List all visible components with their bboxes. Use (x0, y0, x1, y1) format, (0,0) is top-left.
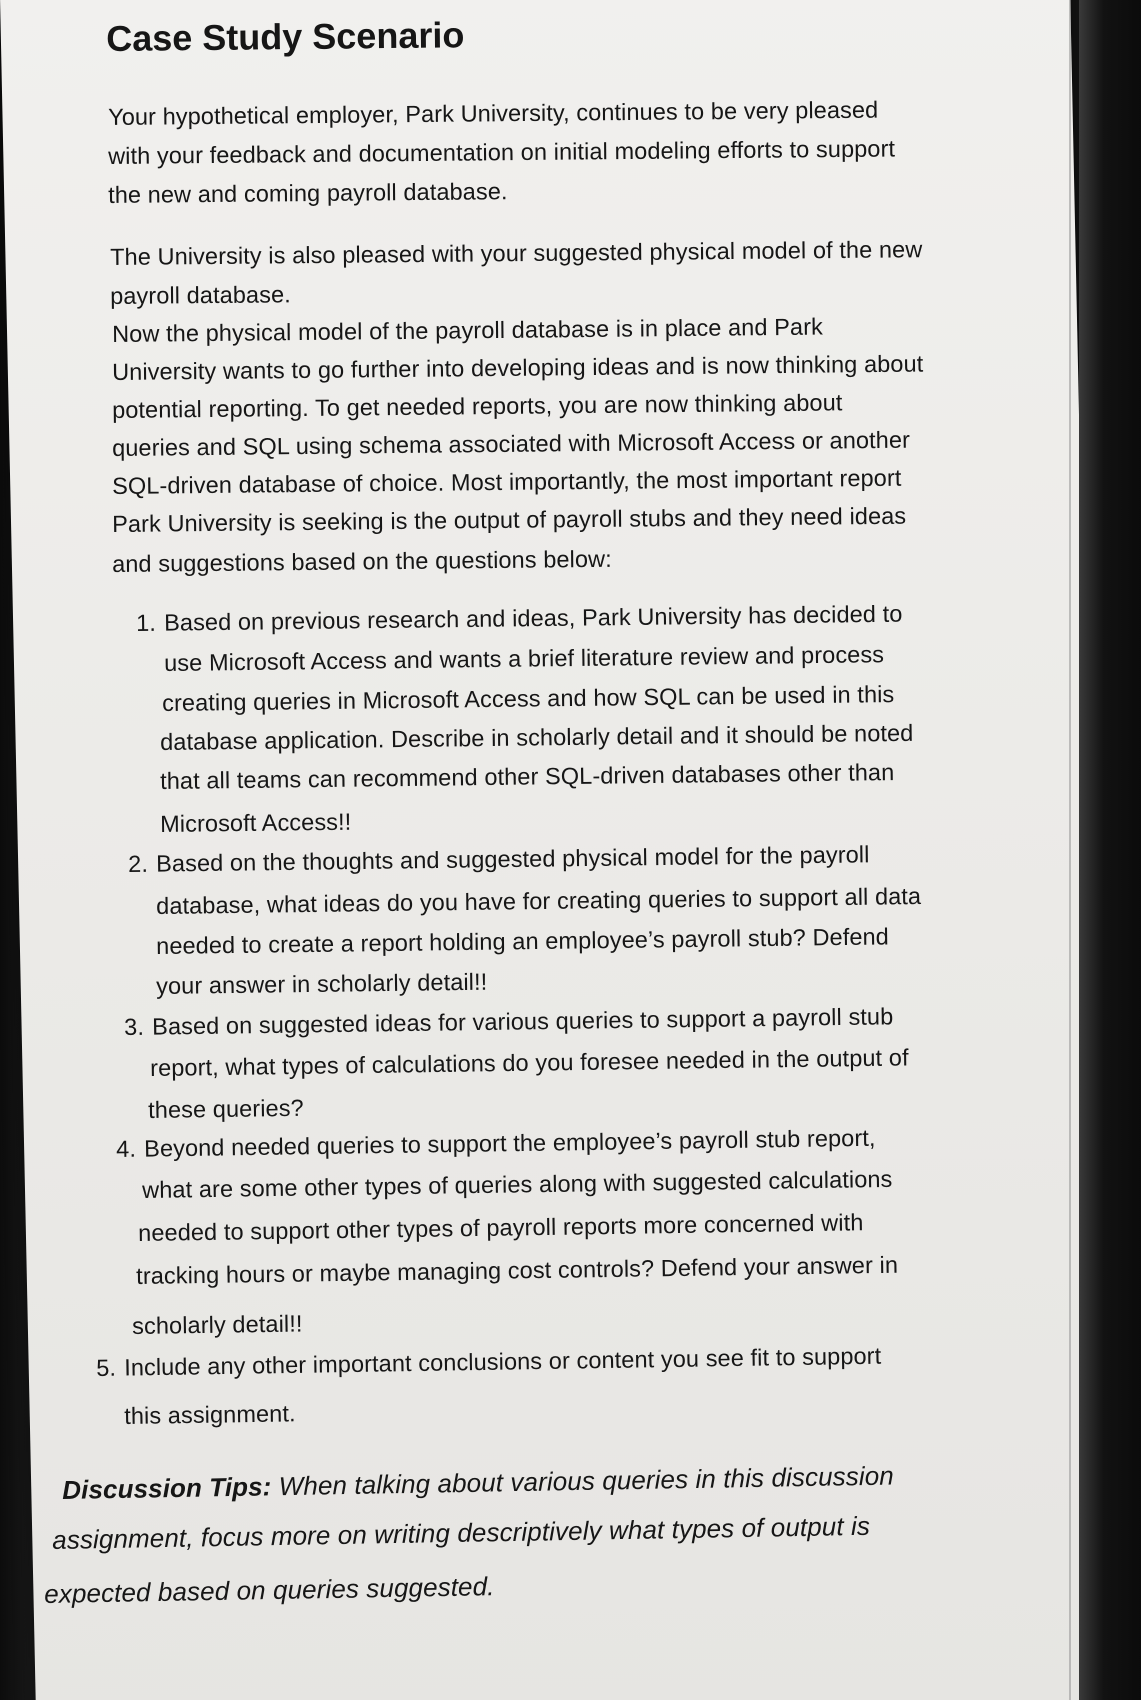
question-line: creating queries in Microsoft Access and how SQL can be used in this (162, 681, 895, 716)
paragraph-line: potential reporting. To get needed reports, you are now thinking about (112, 389, 843, 423)
question-number: 4. (116, 1135, 137, 1162)
question-line: what are some other types of queries along with suggested calculations (142, 1165, 893, 1203)
paragraph-line: University wants to go further into developing ideas and is now thinking about (112, 350, 924, 385)
paragraph-line: the new and coming payroll database. (108, 178, 508, 208)
question-line: database, what ideas do you have for creating queries to support all data (156, 882, 922, 919)
paragraph-line: SQL-driven database of choice. Most importantly, the most important report (112, 464, 902, 499)
question-number: 1. (136, 609, 157, 636)
tips-line: assignment, focus more on writing descriptively what types of output is (52, 1510, 871, 1555)
question-line: report, what types of calculations do you foresee needed in the output of (150, 1044, 909, 1081)
question-line: this assignment. (124, 1400, 296, 1429)
paragraph-line: queries and SQL using schema associated with Microsoft Access or another (112, 426, 911, 461)
question-line: that all teams can recommend other SQL-driven databases other than (160, 759, 895, 794)
tips-line: expected based on queries suggested. (44, 1571, 495, 1609)
paragraph-line: Park University is seeking is the output of payroll stubs and they need ideas (112, 502, 907, 537)
question-2 (128, 841, 870, 878)
question-line: needed to create a report holding an employee’s payroll stub? Defend (156, 923, 890, 959)
paragraph-line: Now the physical model of the payroll database is in place and Park (112, 313, 824, 347)
question-line: Based on suggested ideas for various queries to support a payroll stub (151, 1003, 894, 1040)
question-line: tracking hours or maybe managing cost controls? Defend your answer in (136, 1251, 899, 1289)
paragraph-line: and suggestions based on the questions below: (112, 545, 612, 577)
question-line: these queries? (148, 1094, 304, 1123)
question-3 (124, 1003, 893, 1041)
question-line: Include any other important conclusions or content you see fit to support (123, 1342, 882, 1381)
tips-line: When talking about various queries in this discussion (271, 1460, 895, 1502)
question-line: database application. Describe in scholarly detail and it should be noted (160, 719, 914, 755)
question-1 (136, 601, 903, 637)
question-line: use Microsoft Access and wants a brief literature review and process (164, 641, 885, 676)
document-title: Case Study Scenario (106, 14, 465, 59)
tips-label: Discussion Tips: (62, 1471, 272, 1505)
question-line: needed to support other types of payroll reports more concerned with (138, 1209, 864, 1246)
paragraph-line: payroll database. (110, 281, 291, 309)
question-line: scholarly detail!! (132, 1310, 303, 1339)
discussion-tips (62, 1460, 894, 1506)
paragraph-line: with your feedback and documentation on initial modeling efforts to support (108, 135, 896, 169)
paragraph-line: Your hypothetical employer, Park University, continues to be very pleased (108, 96, 879, 130)
question-number: 2. (128, 850, 149, 877)
question-line: Microsoft Access!! (160, 808, 352, 837)
question-number: 5. (96, 1354, 117, 1381)
question-line: your answer in scholarly detail!! (156, 968, 488, 999)
question-5 (96, 1343, 881, 1382)
question-4 (116, 1125, 876, 1163)
question-number: 3. (124, 1013, 145, 1040)
question-line: Based on previous research and ideas, Park University has decided to (163, 600, 903, 636)
question-line: Beyond needed queries to support the employee’s payroll stub report, (143, 1124, 876, 1162)
question-line: Based on the thoughts and suggested physical model for the payroll (155, 841, 870, 877)
paragraph-line: The University is also pleased with your suggested physical model of the new (110, 236, 923, 270)
